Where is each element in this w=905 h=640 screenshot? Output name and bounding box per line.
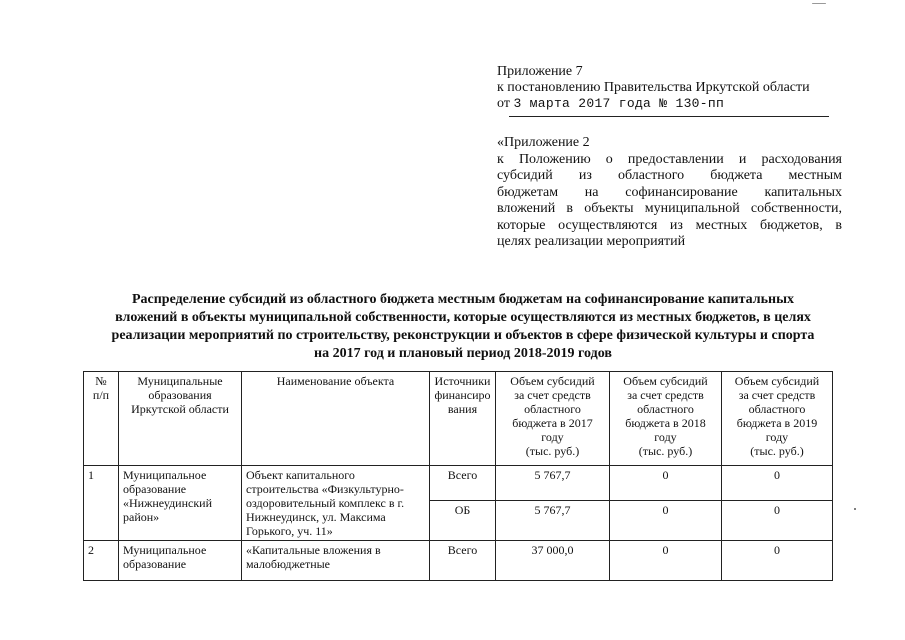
- appendix-line: «Приложение 2: [497, 135, 590, 150]
- header-subsidy-2019: Объем субсидий за счет средств областного бюджета в 2019 году (тыс. руб.): [722, 372, 833, 466]
- row-object-cell: «Капитальные вложения в малобюджетные: [242, 541, 430, 581]
- header-number: № п/п: [84, 372, 119, 466]
- appendix-line: к Положению о предоставлении и расходования: [497, 151, 842, 167]
- table-row: [84, 466, 833, 501]
- row-source-cell: Всего: [430, 466, 496, 501]
- title-line: вложений в объекты муниципальной собственности, которые осуществляются из местных бюджетов, в целях: [115, 310, 811, 325]
- header-funding-source: Источники финансиро вания: [430, 372, 496, 466]
- row-source-cell: ОБ: [430, 501, 496, 541]
- approval-block: [497, 64, 842, 112]
- header-subsidy-2018: Объем субсидий за счет средств областного бюджета в 2018 году (тыс. руб.): [610, 372, 722, 466]
- document-title: [80, 291, 846, 363]
- row-value-2019: 0: [722, 501, 833, 541]
- scan-speck: [854, 508, 856, 510]
- row-value-2019: 0: [722, 466, 833, 501]
- row-value-2018: 0: [610, 501, 722, 541]
- row-object-cell: Объект капитального строительства «Физкультурно- оздоровительный комплекс в г. Нижнеудинск, ул. Максима Горького, уч. 11»: [242, 466, 430, 541]
- title-line: Распределение субсидий из областного бюджета местным бюджетам на софинансирование капитальных: [131, 292, 795, 307]
- appendix-line: которые осуществляются из местных бюджетов, в: [497, 217, 842, 233]
- row-value-2017: 5 767,7: [496, 501, 610, 541]
- header-municipality: Муниципальные образования Иркутской области: [119, 372, 242, 466]
- row-value-2017: 37 000,0: [496, 541, 610, 581]
- row-municipality-cell: Муниципальное образование: [119, 541, 242, 581]
- subsidy-table: [83, 371, 833, 581]
- approval-date-value: 3 марта 2017 года № 130-пп: [513, 96, 725, 111]
- appendix-line: целях реализации мероприятий: [497, 234, 686, 249]
- row-number-cell: 1: [84, 466, 119, 541]
- row-value-2019: 0: [722, 541, 833, 581]
- scan-speck: [812, 3, 826, 4]
- title-line: на 2017 год и плановый период 2018-2019 годов: [314, 346, 612, 361]
- header-subsidy-2017: Объем субсидий за счет средств областного бюджета в 2017 году (тыс. руб.): [496, 372, 610, 466]
- row-municipality-cell: Муниципальное образование «Нижнеудинский район»: [119, 466, 242, 541]
- appendix-line: бюджетам на софинансирование капитальных: [497, 184, 842, 200]
- approval-date-underline: [509, 116, 829, 117]
- table-header-row: [84, 372, 833, 466]
- appendix-line: вложений в объекты муниципальной собственности,: [497, 201, 842, 216]
- table-row: [84, 541, 833, 581]
- row-number-cell: 2: [84, 541, 119, 581]
- header-object-name: Наименование объекта: [242, 372, 430, 466]
- approval-appendix-number: Приложение 7: [497, 64, 583, 79]
- approval-resolution-ref: к постановлению Правительства Иркутской области: [497, 80, 810, 95]
- appendix-block: [497, 135, 842, 251]
- title-line: реализации мероприятий по строительству, реконструкции и объектов в сфере физической культуры и спорта: [111, 328, 815, 343]
- row-value-2017: 5 767,7: [496, 466, 610, 501]
- row-value-2018: 0: [610, 466, 722, 501]
- approval-date-line: [497, 96, 842, 112]
- appendix-line: субсидий из областного бюджета местным: [497, 168, 842, 183]
- row-source-cell: Всего: [430, 541, 496, 581]
- approval-date-prefix: от: [497, 96, 510, 111]
- row-value-2018: 0: [610, 541, 722, 581]
